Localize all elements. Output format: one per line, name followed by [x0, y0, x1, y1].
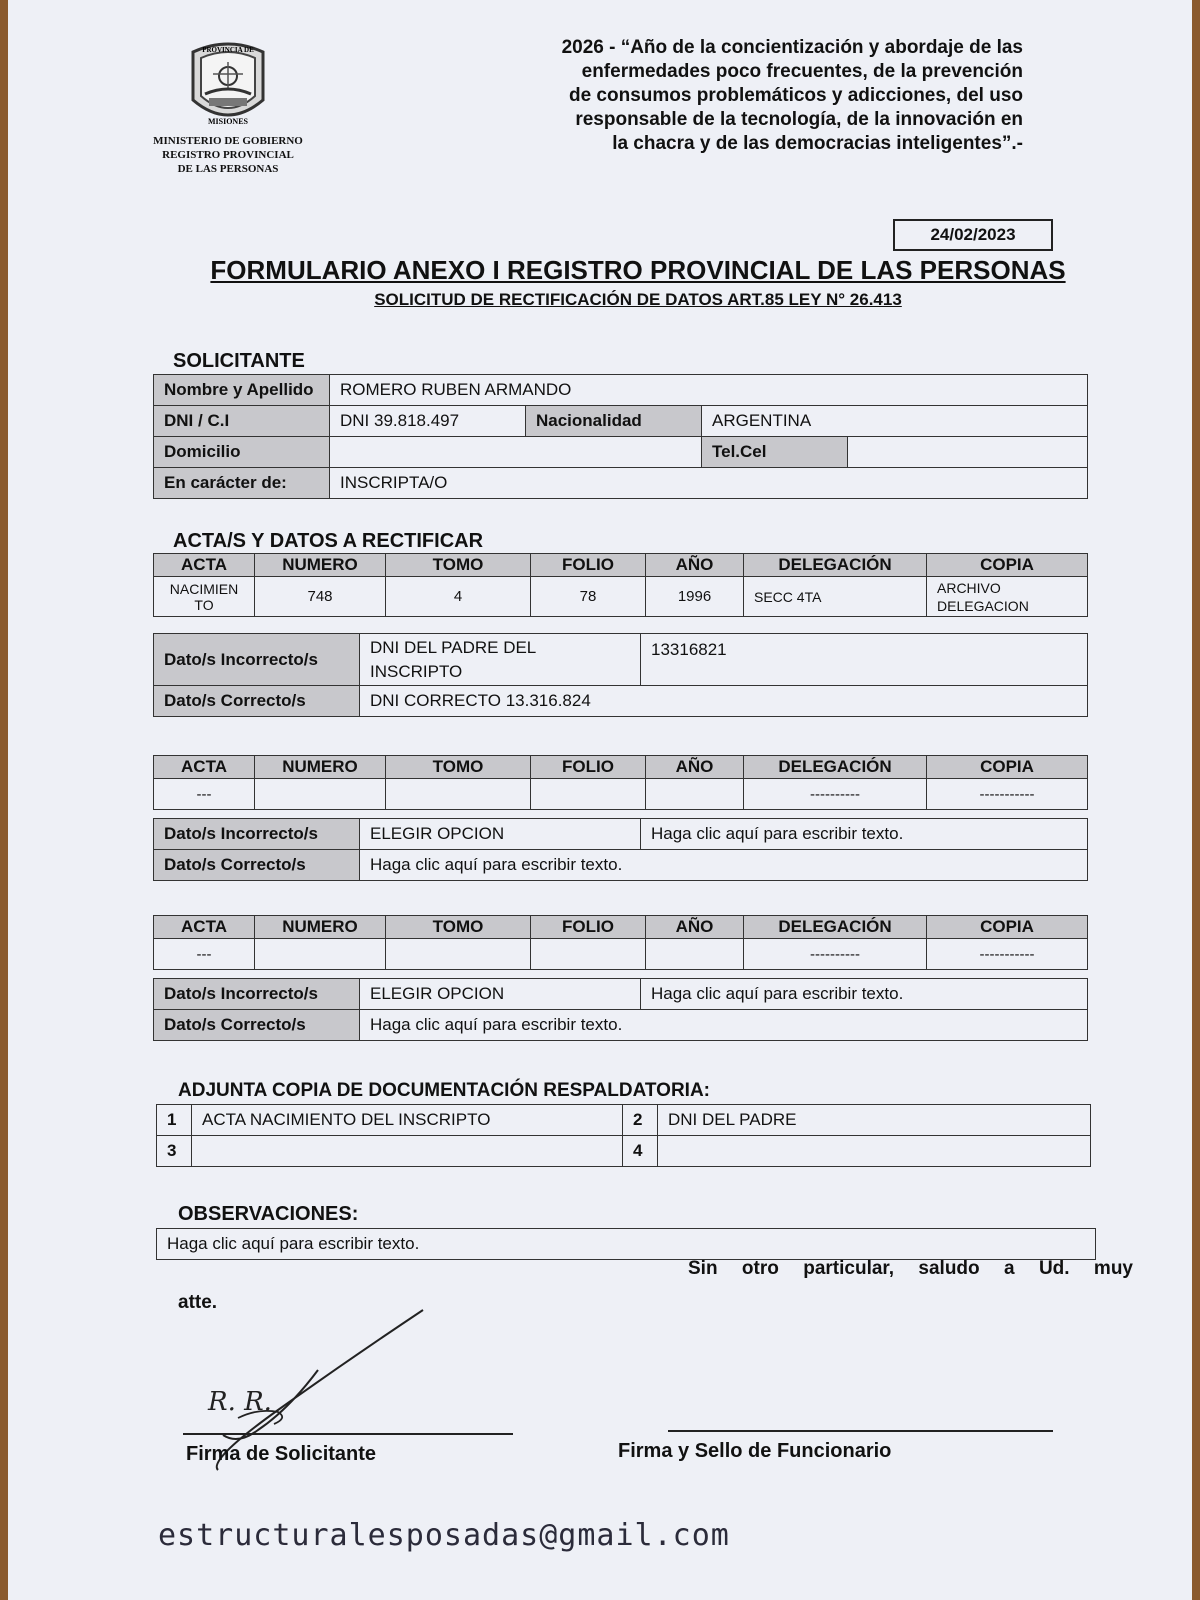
acta-tomo-cell[interactable]: 4 — [386, 577, 531, 617]
col-copia: COPIA — [927, 756, 1088, 779]
address-label: Domicilio — [154, 437, 330, 468]
attachment-number: 2 — [623, 1105, 658, 1136]
form-sheet — [8, 0, 1192, 1600]
character-field[interactable]: INSCRIPTA/O — [330, 468, 1088, 499]
col-acta: ACTA — [154, 756, 255, 779]
acta-table-1 — [153, 553, 1088, 617]
official-signature-line — [668, 1430, 1053, 1432]
form-title — [173, 255, 1103, 286]
correct-value[interactable]: Haga clic aquí para escribir texto. — [360, 1010, 1088, 1041]
motto-line: 2026 - “Año de la concientización y abordaje de las — [561, 37, 1023, 58]
incorrect-label: Dato/s Incorrecto/s — [154, 819, 360, 850]
acta-folio-cell[interactable] — [531, 939, 646, 970]
solicitante-table — [153, 374, 1088, 499]
ministry-logo — [138, 38, 318, 176]
col-delegacion: DELEGACIÓN — [744, 756, 927, 779]
acta-table-2 — [153, 755, 1088, 810]
handwritten-email: estructuralesposadas@gmail.com — [158, 1518, 730, 1553]
incorrect-value[interactable]: 13316821 — [641, 634, 1088, 686]
acta-table-3 — [153, 915, 1088, 970]
data-table-1 — [153, 633, 1088, 717]
attachment-number: 3 — [157, 1136, 192, 1167]
form-date: 24/02/2023 — [893, 219, 1053, 251]
acta-delegacion-cell[interactable]: ---------- — [744, 939, 927, 970]
col-folio: FOLIO — [531, 756, 646, 779]
correct-label: Dato/s Correcto/s — [154, 850, 360, 881]
col-numero: NUMERO — [255, 916, 386, 939]
col-acta: ACTA — [154, 916, 255, 939]
incorrect-value[interactable]: Haga clic aquí para escribir texto. — [641, 819, 1088, 850]
col-tomo: TOMO — [386, 916, 531, 939]
emblem-top-text: PROVINCIA DE — [202, 46, 254, 54]
acta-numero-cell[interactable] — [255, 779, 386, 810]
correct-label: Dato/s Correcto/s — [154, 686, 360, 717]
acta-tomo-cell[interactable] — [386, 779, 531, 810]
attachment-number: 4 — [623, 1136, 658, 1167]
attachment-item[interactable] — [192, 1136, 623, 1167]
col-copia: COPIA — [927, 554, 1088, 577]
solicitante-heading: SOLICITANTE — [173, 350, 305, 372]
acta-type-cell[interactable]: --- — [154, 779, 255, 810]
signature-initials: R. R. — [208, 1387, 272, 1417]
adjunta-table — [156, 1104, 1091, 1167]
name-field[interactable]: ROMERO RUBEN ARMANDO — [330, 375, 1088, 406]
acta-copia-cell[interactable]: ----------- — [927, 939, 1088, 970]
acta-anio-cell[interactable] — [646, 939, 744, 970]
acta-folio-cell[interactable]: 78 — [531, 577, 646, 617]
attachment-item[interactable]: DNI DEL PADRE — [658, 1105, 1091, 1136]
col-anio: AÑO — [646, 554, 744, 577]
motto-line: enfermedades poco frecuentes, de la prevención — [581, 61, 1023, 82]
actas-heading: ACTA/S Y DATOS A RECTIFICAR — [173, 530, 484, 552]
col-folio: FOLIO — [531, 916, 646, 939]
data-table-3 — [153, 978, 1088, 1041]
acta-numero-cell[interactable]: 748 — [255, 577, 386, 617]
acta-row — [154, 939, 1088, 970]
year-motto — [508, 36, 1023, 156]
col-anio: AÑO — [646, 916, 744, 939]
acta-header-row — [154, 916, 1088, 939]
motto-line: la chacra y de las democracias inteligentes”.- — [612, 133, 1023, 154]
closing-atte: atte. — [178, 1292, 218, 1313]
col-delegacion: DELEGACIÓN — [744, 916, 927, 939]
acta-header-row — [154, 756, 1088, 779]
col-tomo: TOMO — [386, 756, 531, 779]
observaciones-table — [156, 1228, 1096, 1260]
acta-type-cell[interactable]: --- — [154, 939, 255, 970]
ministry-name — [138, 134, 318, 176]
attachment-number: 1 — [157, 1105, 192, 1136]
nationality-label: Nacionalidad — [526, 406, 702, 437]
correct-label: Dato/s Correcto/s — [154, 1010, 360, 1041]
motto-line: responsable de la tecnología, de la innovación en — [575, 109, 1023, 130]
acta-row — [154, 577, 1088, 617]
incorrect-value[interactable]: Haga clic aquí para escribir texto. — [641, 979, 1088, 1010]
applicant-signature-label: Firma de Solicitante — [186, 1443, 377, 1465]
incorrect-label: Dato/s Incorrecto/s — [154, 979, 360, 1010]
col-tomo: TOMO — [386, 554, 531, 577]
acta-delegacion-cell[interactable]: ---------- — [744, 779, 927, 810]
dni-field[interactable]: DNI 39.818.497 — [330, 406, 526, 437]
acta-tomo-cell[interactable] — [386, 939, 531, 970]
acta-numero-cell[interactable] — [255, 939, 386, 970]
incorrect-label: Dato/s Incorrecto/s — [154, 634, 360, 686]
col-numero: NUMERO — [255, 756, 386, 779]
col-acta: ACTA — [154, 554, 255, 577]
acta-delegacion-cell[interactable]: SECC 4TA — [744, 577, 927, 617]
form-subtitle — [173, 290, 1103, 310]
col-delegacion: DELEGACIÓN — [744, 554, 927, 577]
address-field[interactable] — [330, 437, 702, 468]
name-label: Nombre y Apellido — [154, 375, 330, 406]
provincial-emblem-icon — [183, 38, 273, 130]
acta-copia-cell[interactable]: ----------- — [927, 779, 1088, 810]
form-subtitle-text: SOLICITUD DE RECTIFICACIÓN DE DATOS ART.85 LEY N° 26.413 — [374, 290, 902, 309]
ministry-line: DE LAS PERSONAS — [177, 163, 279, 175]
col-numero: NUMERO — [255, 554, 386, 577]
dni-label: DNI / C.I — [154, 406, 330, 437]
attachment-item[interactable] — [658, 1136, 1091, 1167]
acta-row — [154, 779, 1088, 810]
acta-anio-cell[interactable]: 1996 — [646, 577, 744, 617]
acta-copia-cell[interactable]: ARCHIVO DELEGACION — [927, 577, 1088, 617]
correct-value[interactable]: DNI CORRECTO 13.316.824 — [360, 686, 1088, 717]
acta-type-cell[interactable]: NACIMIEN TO — [154, 577, 255, 617]
applicant-signature-line — [183, 1433, 513, 1435]
acta-anio-cell[interactable] — [646, 779, 744, 810]
incorrect-option[interactable]: ELEGIR OPCION — [360, 819, 641, 850]
official-signature-label: Firma y Sello de Funcionario — [618, 1440, 892, 1462]
form-title-text: FORMULARIO ANEXO I REGISTRO PROVINCIAL DE LAS PERSONAS — [210, 255, 1066, 285]
incorrect-option[interactable]: DNI DEL PADRE DEL INSCRIPTO — [360, 634, 641, 686]
phone-label: Tel.Cel — [702, 437, 848, 468]
observaciones-heading: OBSERVACIONES: — [178, 1203, 359, 1225]
data-table-2 — [153, 818, 1088, 881]
emblem-bottom-text: MISIONES — [207, 117, 249, 126]
nationality-field[interactable]: ARGENTINA — [702, 406, 1088, 437]
acta-header-row — [154, 554, 1088, 577]
closing-line: Sin otro particular, saludo a Ud. muy — [688, 1258, 1133, 1279]
correct-value[interactable]: Haga clic aquí para escribir texto. — [360, 850, 1088, 881]
adjunta-heading: ADJUNTA COPIA DE DOCUMENTACIÓN RESPALDATORIA: — [178, 1080, 710, 1101]
col-folio: FOLIO — [531, 554, 646, 577]
ministry-line: REGISTRO PROVINCIAL — [162, 149, 294, 161]
character-label: En carácter de: — [154, 468, 330, 499]
col-anio: AÑO — [646, 756, 744, 779]
acta-folio-cell[interactable] — [531, 779, 646, 810]
incorrect-option[interactable]: ELEGIR OPCION — [360, 979, 641, 1010]
motto-line: de consumos problemáticos y adicciones, del uso — [568, 85, 1023, 106]
phone-field[interactable] — [848, 437, 1088, 468]
col-copia: COPIA — [927, 916, 1088, 939]
attachment-item[interactable]: ACTA NACIMIENTO DEL INSCRIPTO — [192, 1105, 623, 1136]
ministry-line: MINISTERIO DE GOBIERNO — [153, 135, 303, 147]
observaciones-field[interactable]: Haga clic aquí para escribir texto. — [157, 1229, 1096, 1260]
